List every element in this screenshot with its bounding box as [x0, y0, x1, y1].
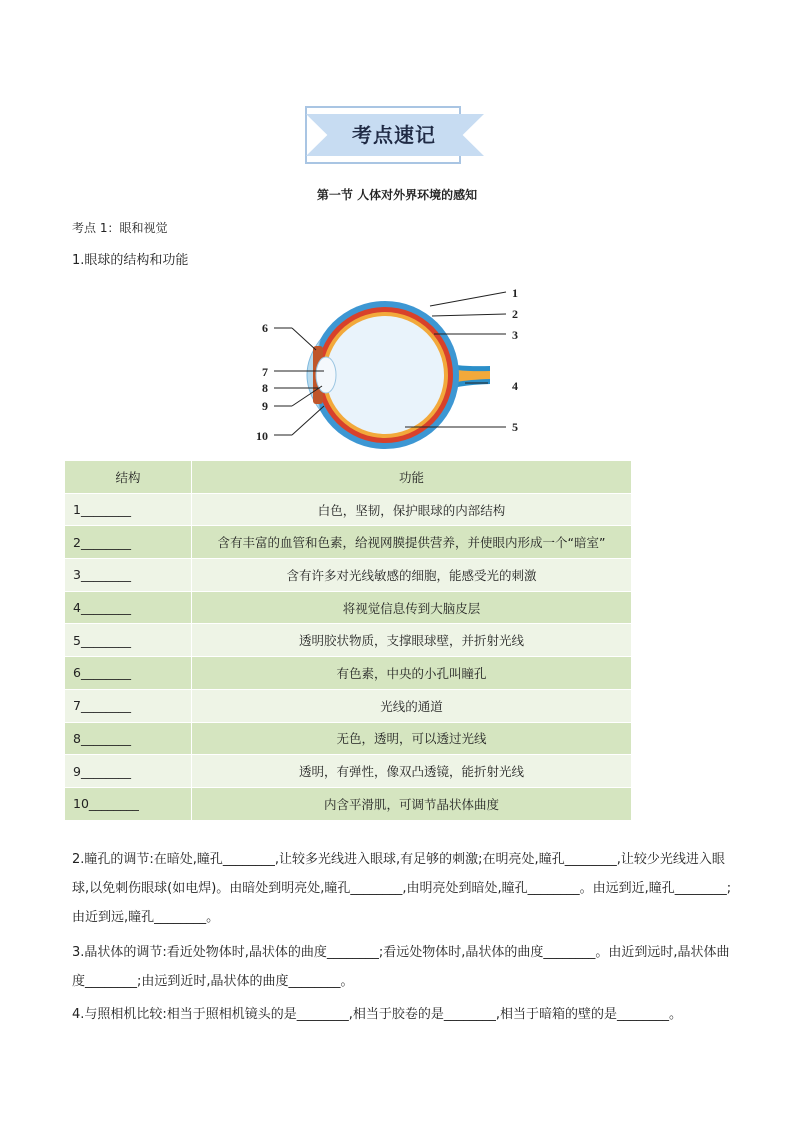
diagram-label-1: 1 — [512, 286, 518, 300]
table-row — [65, 722, 632, 755]
table-header-row — [65, 461, 632, 494]
structure-cell: 6________ — [65, 657, 192, 690]
eye-diagram — [250, 282, 540, 450]
table-row — [65, 755, 632, 788]
diagram-label-6: 6 — [262, 321, 268, 335]
function-cell: 白色，坚韧，保护眼球的内部结构 — [192, 493, 632, 526]
function-cell: 含有许多对光线敏感的细胞，能感受光的刺激 — [192, 559, 632, 592]
table-row — [65, 689, 632, 722]
table-row — [65, 526, 632, 559]
function-cell: 透明，有弹性，像双凸透镜，能折射光线 — [192, 755, 632, 788]
diagram-label-2: 2 — [512, 307, 518, 321]
table-row — [65, 591, 632, 624]
question-1-title: 1.眼球的结构和功能 — [72, 253, 189, 268]
function-cell: 光线的通道 — [192, 689, 632, 722]
structure-cell: 5________ — [65, 624, 192, 657]
function-cell: 内含平滑肌，可调节晶状体曲度 — [192, 787, 632, 820]
diagram-label-9: 9 — [262, 399, 268, 413]
table-row — [65, 493, 632, 526]
table-row — [65, 559, 632, 592]
diagram-label-3: 3 — [512, 328, 518, 342]
section-title: 第一节 人体对外界环境的感知 — [316, 188, 478, 202]
vitreous-body — [326, 316, 444, 434]
function-cell: 有色素，中央的小孔叫瞳孔 — [192, 657, 632, 690]
function-cell: 含有丰富的血管和色素，给视网膜提供营养，并使眼内形成一个“暗室” — [192, 526, 632, 559]
function-cell: 将视觉信息传到大脑皮层 — [192, 591, 632, 624]
structure-cell: 4________ — [65, 591, 192, 624]
table-row — [65, 787, 632, 820]
structure-cell: 2________ — [65, 526, 192, 559]
diagram-label-5: 5 — [512, 420, 518, 434]
structure-cell: 9________ — [65, 755, 192, 788]
structure-cell: 3________ — [65, 559, 192, 592]
header-function: 功能 — [192, 461, 632, 494]
structure-function-table — [64, 460, 632, 821]
structure-cell: 1________ — [65, 493, 192, 526]
table-row — [65, 657, 632, 690]
table-row — [65, 624, 632, 657]
banner-title: 考点速记 — [352, 123, 436, 147]
structure-cell: 8________ — [65, 722, 192, 755]
structure-cell: 10________ — [65, 787, 192, 820]
function-cell: 无色，透明，可以透过光线 — [192, 722, 632, 755]
kaodian-heading: 考点 1：眼和视觉 — [72, 221, 168, 235]
function-cell: 透明胶状物质，支撑眼球壁，并折射光线 — [192, 624, 632, 657]
question-2: 2.瞳孔的调节:在暗处,瞳孔________,让较多光线进入眼球,有足够的刺激;在明亮处,瞳孔________,让较少光线进入眼球,以免刺伤眼球(如电焊)。由暗处到明亮处,瞳孔________,由明亮处到暗处,瞳孔________。由远到近,瞳孔________;由近到远,瞳孔________。 — [72, 852, 732, 925]
diagram-label-8: 8 — [262, 381, 268, 395]
diagram-label-7: 7 — [262, 365, 268, 379]
diagram-label-10: 10 — [256, 429, 268, 443]
question-3: 3.晶状体的调节:看近处物体时,晶状体的曲度________;看远处物体时,晶状体的曲度________。由近到远时,晶状体曲度________;由远到近时,晶状体的曲度________。 — [72, 945, 730, 989]
diagram-label-4: 4 — [512, 379, 518, 393]
structure-cell: 7________ — [65, 689, 192, 722]
header-structure: 结构 — [65, 461, 192, 494]
question-4: 4.与照相机比较:相当于照相机镜头的是________,相当于胶卷的是________,相当于暗箱的壁的是________。 — [72, 1007, 683, 1022]
